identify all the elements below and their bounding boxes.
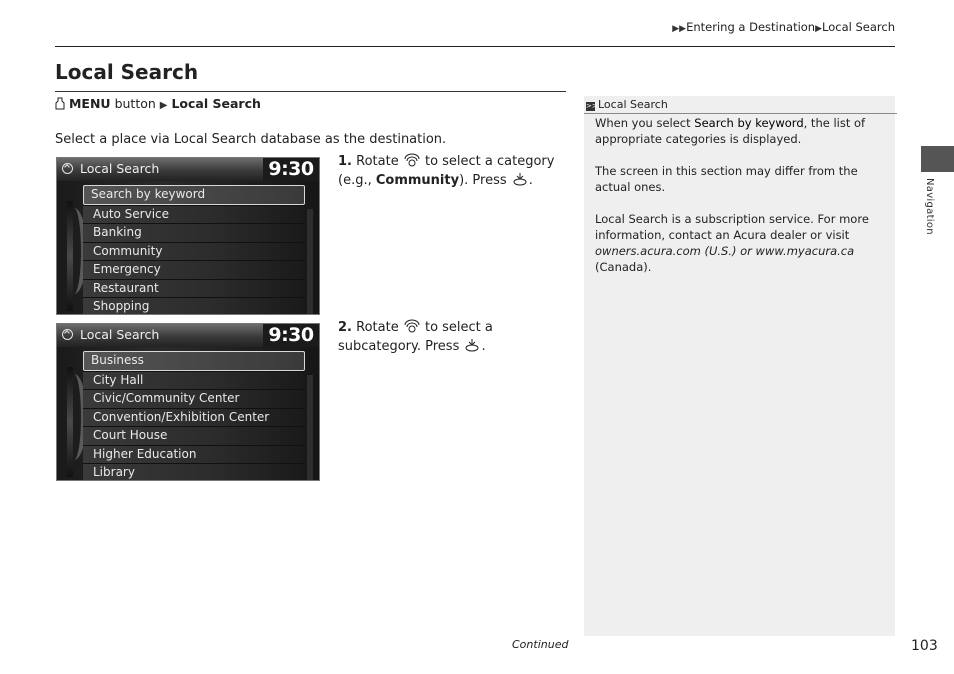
website-link[interactable]: owners.acura.com (U.S.) or www.myacura.ca xyxy=(595,244,855,258)
list-item[interactable]: Community xyxy=(83,242,305,261)
side-note-paragraph: The screen in this section may differ from the actual ones. xyxy=(595,164,858,194)
screen-title: Local Search xyxy=(80,327,160,342)
list-item[interactable]: Search by keyword xyxy=(83,185,305,205)
title-rule xyxy=(55,91,566,92)
text-highlight: Search by keyword xyxy=(694,116,804,130)
side-note-panel xyxy=(584,96,895,636)
list-item[interactable]: Shopping xyxy=(83,297,305,315)
rotate-knob-icon xyxy=(403,319,421,333)
breadcrumb xyxy=(672,20,895,34)
step-text: Rotate xyxy=(356,320,399,335)
section-tab-label: Navigation xyxy=(924,178,935,235)
step-text: to select a subcategory. Press xyxy=(338,320,493,354)
side-note-title: Local Search xyxy=(598,98,668,111)
side-note-paragraph xyxy=(595,211,885,275)
press-knob-icon xyxy=(511,172,529,186)
list-item[interactable]: Banking xyxy=(83,223,305,242)
page-number: 103 xyxy=(911,638,938,654)
side-note-paragraph xyxy=(595,115,885,147)
home-icon xyxy=(62,329,73,340)
reference-icon: >> xyxy=(586,102,598,110)
list-item[interactable]: Restaurant xyxy=(83,279,305,298)
list-item[interactable]: Court House xyxy=(83,426,305,445)
menu-label: MENU xyxy=(68,96,111,111)
step-1 xyxy=(338,152,563,190)
screen-header xyxy=(57,324,319,347)
text: Local Search is a subscription service. For more information, contact an Acura dealer or visit xyxy=(595,212,869,242)
step-text: to select a category (e.g., xyxy=(338,154,555,188)
text: , the list of appropriate categories is displayed. xyxy=(595,116,866,146)
list-item[interactable]: Higher Education xyxy=(83,445,305,464)
scrollbar[interactable] xyxy=(307,375,313,481)
step-highlight: Community xyxy=(375,173,460,188)
side-note-header xyxy=(584,96,897,114)
menu-path xyxy=(55,96,261,111)
step-number: 1. xyxy=(338,154,352,169)
step-2 xyxy=(338,318,563,356)
subcategory-list xyxy=(83,351,305,481)
section-tab-marker xyxy=(921,146,954,172)
list-item[interactable]: Emergency xyxy=(83,260,305,279)
screen-header xyxy=(57,158,319,181)
scrollbar[interactable] xyxy=(307,209,313,315)
list-item[interactable]: Convention/Exhibition Center xyxy=(83,408,305,427)
step-number: 2. xyxy=(338,320,352,335)
list-item[interactable]: Library xyxy=(83,463,305,481)
breadcrumb-part-1[interactable]: Entering a Destination xyxy=(686,20,816,34)
step-text: . xyxy=(481,339,486,354)
button-word: button xyxy=(114,96,156,111)
clock: 9:30 xyxy=(263,158,319,181)
rotate-knob-icon xyxy=(403,153,421,167)
list-item[interactable]: Auto Service xyxy=(83,205,305,224)
category-list xyxy=(83,185,305,315)
menu-target: Local Search xyxy=(171,96,261,111)
double-arrow-icon: ▶▶ xyxy=(672,24,687,34)
nav-screen-subcategories xyxy=(56,323,320,481)
step-text: . xyxy=(528,173,533,188)
list-item[interactable]: Civic/Community Center xyxy=(83,389,305,408)
continued-label: Continued xyxy=(512,638,569,651)
home-key-icon xyxy=(55,97,65,110)
breadcrumb-part-2[interactable]: Local Search xyxy=(822,20,895,34)
top-rule xyxy=(55,46,895,47)
text: When you select xyxy=(595,116,691,130)
list-item[interactable]: Business xyxy=(83,351,305,371)
list-item[interactable]: City Hall xyxy=(83,371,305,390)
nav-screen-categories xyxy=(56,157,320,315)
press-knob-icon xyxy=(463,338,481,352)
screen-title: Local Search xyxy=(80,161,160,176)
clock: 9:30 xyxy=(263,324,319,347)
home-icon xyxy=(62,163,73,174)
intro-text: Select a place via Local Search database as the destination. xyxy=(55,132,447,147)
step-text: Rotate xyxy=(356,154,399,169)
arrow-icon: ▶ xyxy=(815,24,823,34)
step-text: ). Press xyxy=(459,173,507,188)
page-title: Local Search xyxy=(55,60,199,84)
text: (Canada). xyxy=(595,260,652,274)
arrow-icon: ▶ xyxy=(159,100,168,111)
